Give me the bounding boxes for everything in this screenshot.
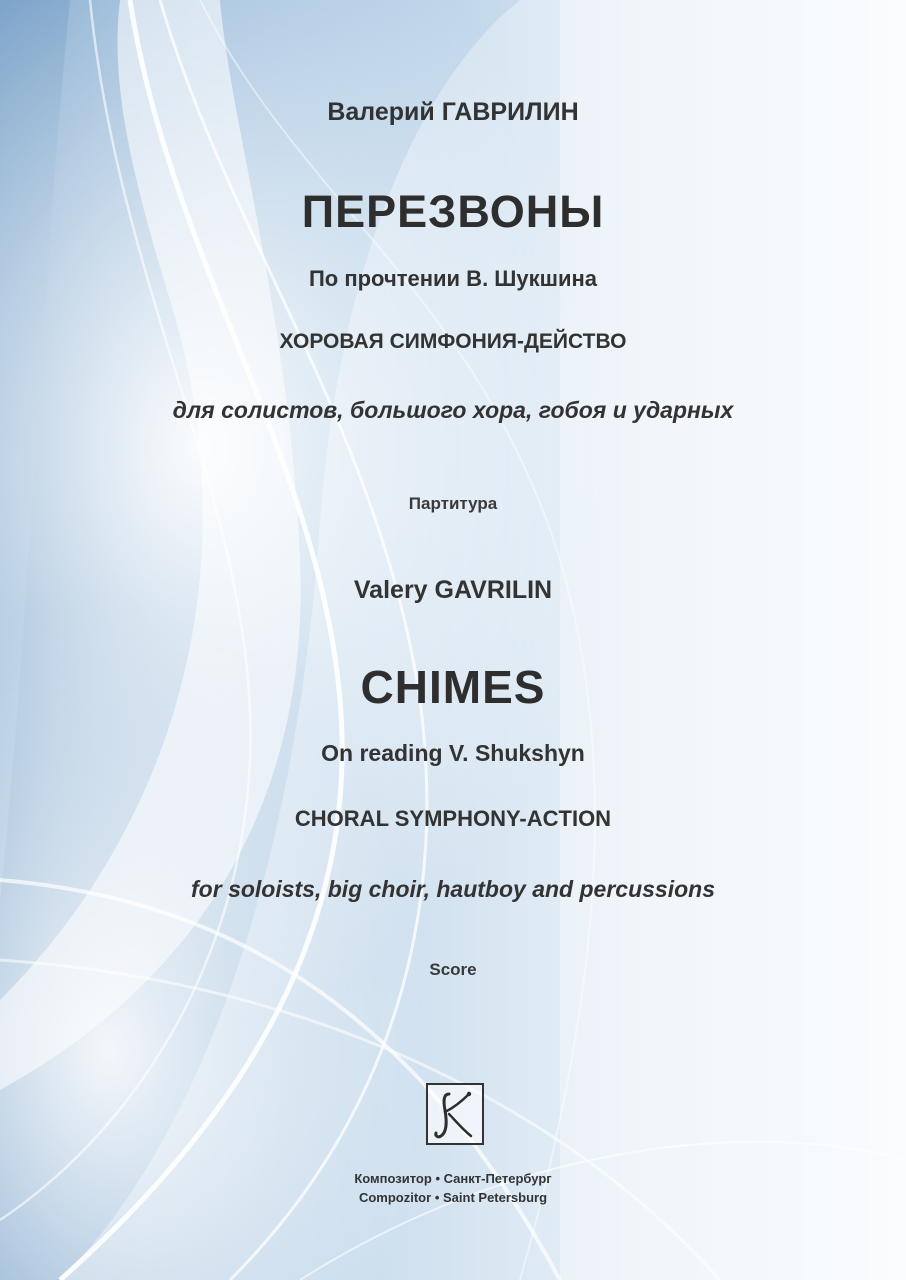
work-subtitle-ru: По прочтении В. Шукшина	[308, 266, 598, 291]
publisher-separator: •	[434, 1190, 440, 1205]
author-name-en: Valery GAVRILIN	[353, 576, 553, 604]
author-name-ru: Валерий ГАВРИЛИН	[327, 98, 579, 126]
publisher-city-ru: Санкт-Петербург	[443, 1171, 552, 1186]
performing-forces-en: for soloists, big choir, hautboy and percussions	[191, 876, 715, 902]
publisher-city-en: Saint Petersburg	[443, 1190, 548, 1205]
work-title-en: CHIMES	[360, 661, 546, 713]
publisher-k-logo-icon	[425, 1082, 485, 1146]
publisher-name-en: Compozitor	[358, 1190, 432, 1205]
publisher-line-ru	[0, 1171, 906, 1186]
publisher-separator: •	[435, 1171, 440, 1186]
performing-forces-ru: для солистов, большого хора, гобоя и ударных	[172, 397, 734, 423]
work-genre-en: CHORAL SYMPHONY-ACTION	[294, 806, 612, 831]
work-title-ru: ПЕРЕЗВОНЫ	[301, 186, 605, 237]
publisher-line-en	[0, 1190, 906, 1205]
edition-type-ru: Партитура	[408, 494, 498, 513]
work-genre-ru: ХОРОВАЯ СИМФОНИЯ-ДЕЙСТВО	[279, 330, 627, 353]
work-subtitle-en: On reading V. Shukshyn	[321, 740, 585, 766]
publisher-name-ru: Композитор	[354, 1171, 432, 1186]
edition-type-en: Score	[429, 960, 477, 979]
